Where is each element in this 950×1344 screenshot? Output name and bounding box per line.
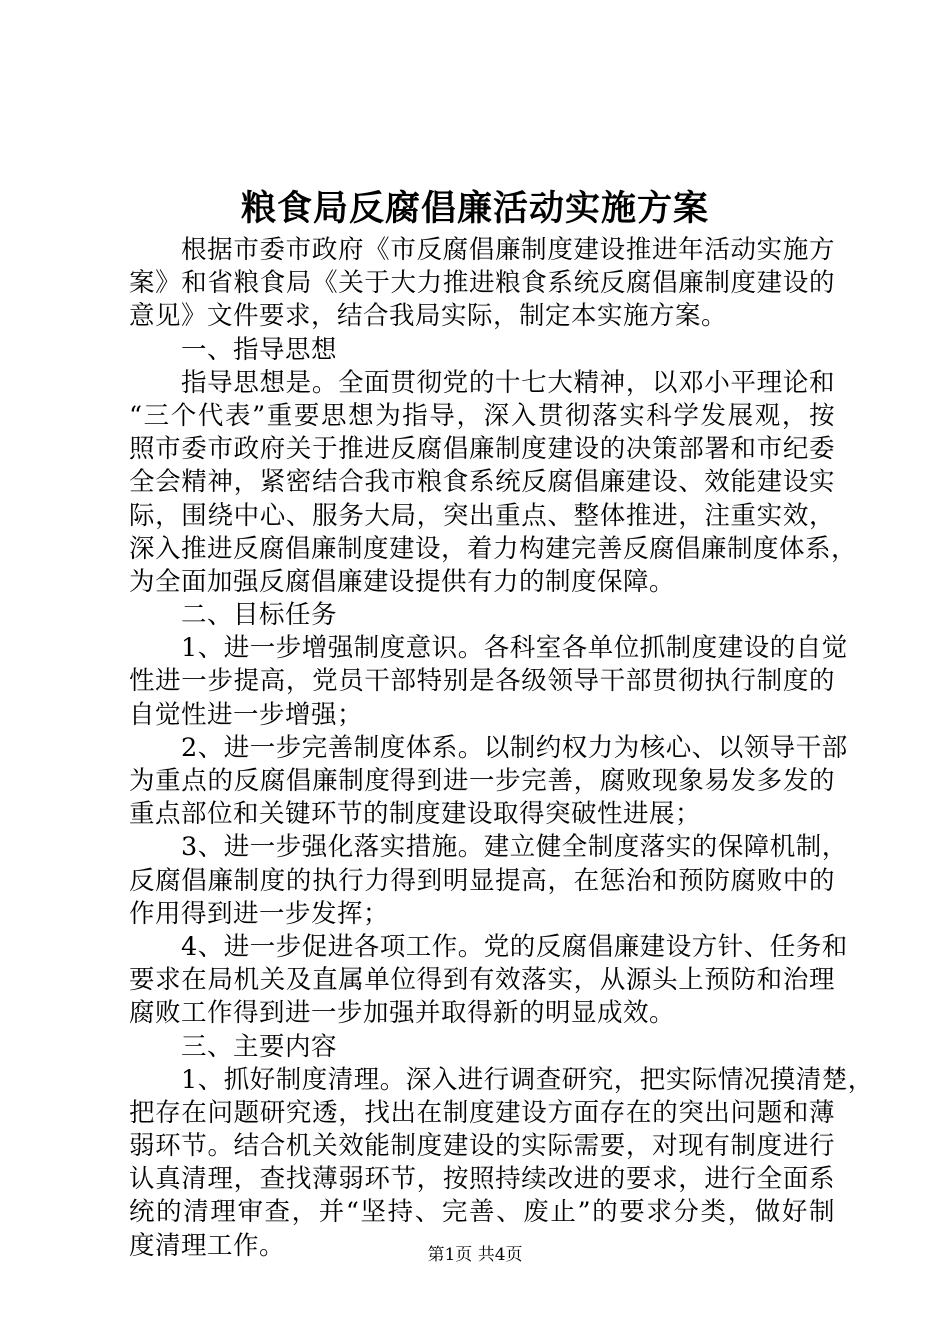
- section-heading: 一、指导思想: [181, 334, 338, 365]
- paragraph-line: 要求在局机关及直属单位得到有效落实，从源头上预防和治理: [129, 965, 835, 996]
- paragraph-line: 为重点的反腐倡廉制度得到进一步完善，腐败现象易发多发的: [129, 766, 835, 796]
- paragraph-line: 度清理工作。: [129, 1230, 286, 1261]
- paragraph-line: 照市委市政府关于推进反腐倡廉制度建设的决策部署和市纪委: [129, 434, 835, 465]
- paragraph-line: 全会精神，紧密结合我市粮食系统反腐倡廉建设、效能建设实: [129, 467, 835, 498]
- document-title: 粮食局反腐倡廉活动实施方案: [240, 188, 709, 229]
- paragraph-line: 弱环节。结合机关效能制度建设的实际需要，对现有制度进行: [129, 1131, 835, 1162]
- paragraph-line: 4、进一步促进各项工作。党的反腐倡廉建设方针、任务和: [181, 931, 848, 962]
- paragraph-line: 2、进一步完善制度体系。以制约权力为核心、以领导干部: [181, 732, 848, 763]
- paragraph-line: 指导思想是。全面贯彻党的十七大精神，以邓小平理论和: [181, 367, 835, 398]
- paragraph-line: 性进一步提高，党员干部特别是各级领导干部贯彻执行制度的: [129, 666, 835, 697]
- paragraph-line: 重点部位和关键环节的制度建设取得突破性进展；: [129, 799, 702, 830]
- section-heading: 二、目标任务: [181, 600, 338, 631]
- paragraph-line: 把存在问题研究透，找出在制度建设方面存在的突出问题和薄: [129, 1097, 835, 1128]
- paragraph-line: 腐败工作得到进一步加强并取得新的明显成效。: [129, 998, 676, 1029]
- section-heading: 三、主要内容: [181, 1031, 338, 1062]
- paragraph-line: 作用得到进一步发挥；: [129, 898, 390, 929]
- paragraph-line: 为全面加强反腐倡廉建设提供有力的制度保障。: [129, 566, 676, 597]
- paragraph-line: 深入推进反腐倡廉制度建设，着力构建完善反腐倡廉制度体系，: [129, 533, 858, 564]
- document-body: [129, 234, 874, 1263]
- paragraph-line: “三个代表”重要思想为指导，深入贯彻落实科学发展观，按: [129, 400, 835, 431]
- paragraph-line: 意见》文件要求，结合我局实际，制定本实施方案。: [129, 301, 728, 332]
- paragraph-line: 反腐倡廉制度的执行力得到明显提高，在惩治和预防腐败中的: [129, 865, 835, 896]
- paragraph-line: 3、进一步强化落实措施。建立健全制度落实的保障机制，: [181, 832, 848, 863]
- paragraph-line: 1、进一步增强制度意识。各科室各单位抓制度建设的自觉: [181, 633, 848, 664]
- paragraph-line: 1、抓好制度清理。深入进行调查研究，把实际情况摸清楚，: [181, 1064, 874, 1095]
- page-footer: 第1页 共4页: [427, 1245, 523, 1265]
- paragraph-line: 统的清理审查，并“坚持、完善、废止”的要求分类，做好制: [129, 1197, 835, 1228]
- paragraph-line: 根据市委市政府《市反腐倡廉制度建设推进年活动实施方: [181, 235, 835, 265]
- paragraph-line: 自觉性进一步增强；: [129, 699, 364, 730]
- paragraph-line: 案》和省粮食局《关于大力推进粮食系统反腐倡廉制度建设的: [129, 268, 835, 299]
- paragraph-line: 认真清理，查找薄弱环节，按照持续改进的要求，进行全面系: [129, 1164, 835, 1195]
- paragraph-line: 际，围绕中心、服务大局，突出重点、整体推进，注重实效，: [129, 500, 835, 531]
